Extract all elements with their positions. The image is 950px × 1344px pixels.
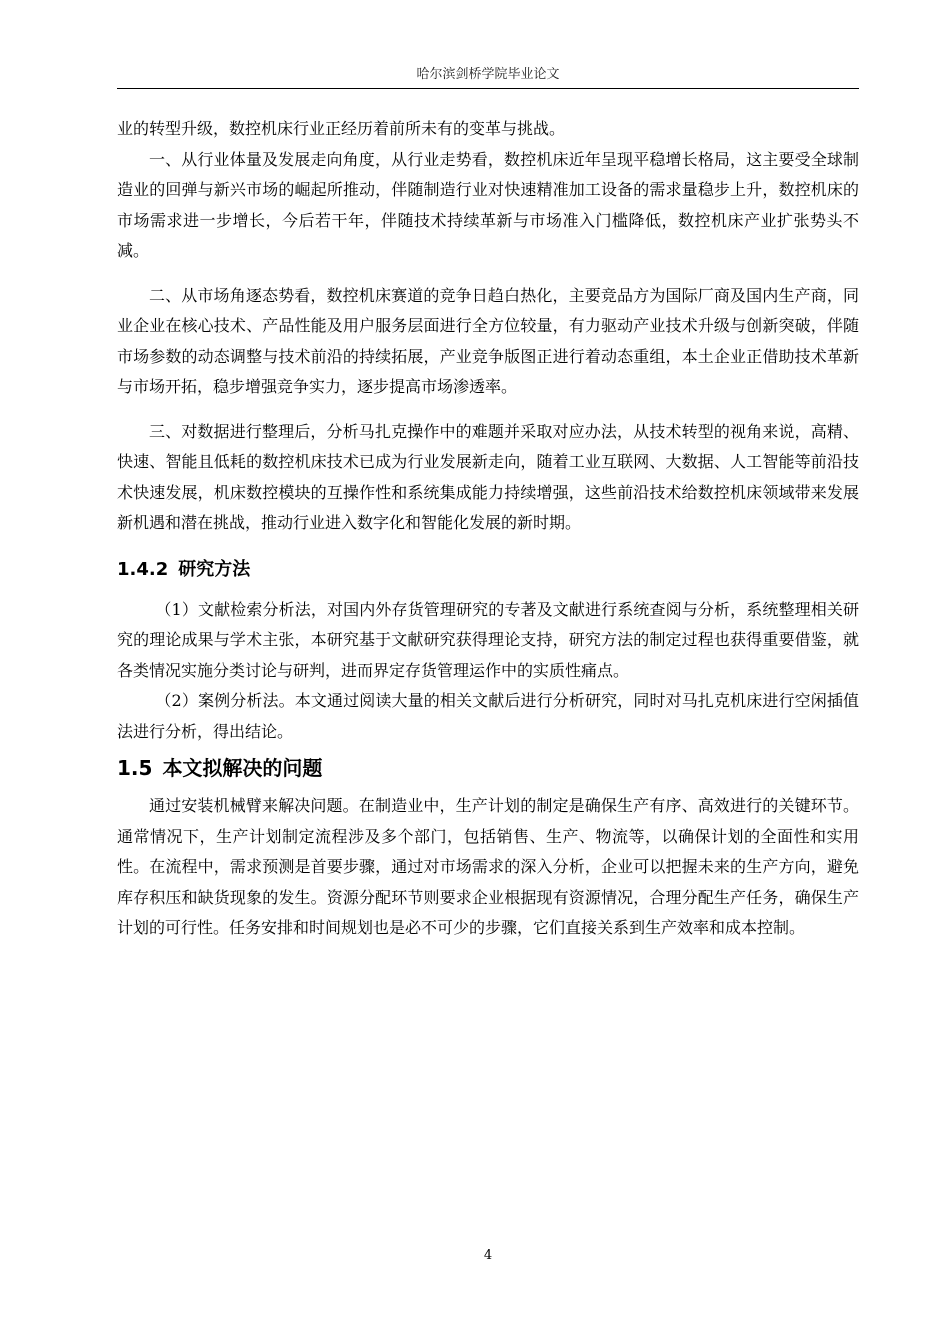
page-body xyxy=(117,114,859,944)
section-heading-1-5 xyxy=(117,749,859,787)
problem-statement: 通过安装机械臂来解决问题。在制造业中，生产计划的制定是确保生产有序、高效进行的关键环节。通常情况下，生产计划制定流程涉及多个部门，包括销售、生产、物流等，以确保计划的全面性和实用性。在流程中，需求预测是首要步骤，通过对市场需求的深入分析，企业可以把握未来的生产方向，避免库存积压和缺货现象的发生。资源分配环节则要求企业根据现有资源情况，合理分配生产任务，确保生产计划的可行性。任务安排和时间规划也是必不可少的步骤，它们直接关系到生产效率和成本控制。 xyxy=(117,796,859,937)
page-number: 4 xyxy=(483,1248,493,1263)
header-rule xyxy=(117,88,859,89)
paragraph-continuation: 业的转型升级，数控机床行业正经历着前所未有的变革与挑战。 xyxy=(117,119,566,138)
method-case-analysis: （2）案例分析法。本文通过阅读大量的相关文献后进行分析研究，同时对马扎克机床进行空闲插值法进行分析，得出结论。 xyxy=(117,691,859,741)
section-number: 1.4.2 xyxy=(117,558,169,580)
section-heading-1-4-2 xyxy=(117,553,859,587)
section-title: 研究方法 xyxy=(178,558,251,580)
section-title: 本文拟解决的问题 xyxy=(162,756,323,780)
paragraph-point-2: 二、从市场角逐态势看，数控机床赛道的竞争日趋白热化，主要竞品方为国际厂商及国内生产商，同业企业在核心技术、产品性能及用户服务层面进行全方位较量，有力驱动产业技术升级与创新突破，伴随市场参数的动态调整与技术前沿的持续拓展，产业竞争版图正进行着动态重组，本土企业正借助技术革新与市场开拓，稳步增强竞争实力，逐步提高市场渗透率。 xyxy=(117,285,859,396)
method-literature-review: （1）文献检索分析法，对国内外存货管理研究的专著及文献进行系统查阅与分析，系统整理相关研究的理论成果与学术主张，本研究基于文献研究获得理论支持，研究方法的制定过程也获得重要借鉴，就各类情况实施分类讨论与研判，进而界定存货管理运作中的实质性痛点。 xyxy=(117,599,859,680)
paragraph-point-1: 一、从行业体量及发展走向角度，从行业走势看，数控机床近年呈现平稳增长格局，这主要受全球制造业的回弹与新兴市场的崛起所推动，伴随制造行业对快速精准加工设备的需求量稳步上升，数控机床的市场需求进一步增长，今后若干年，伴随技术持续革新与市场准入门槛降低，数控机床产业扩张势头不减。 xyxy=(117,149,859,260)
paragraph-point-3: 三、对数据进行整理后，分析马扎克操作中的难题并采取对应办法，从技术转型的视角来说，高精、快速、智能且低耗的数控机床技术已成为行业发展新走向，随着工业互联网、大数据、人工智能等前沿技术快速发展，机床数控模块的互操作性和系统集成能力持续增强，这些前沿技术给数控机床领域带来发展新机遇和潜在挑战，推动行业进入数字化和智能化发展的新时期。 xyxy=(117,421,859,532)
running-header: 哈尔滨剑桥学院毕业论文 xyxy=(416,67,560,82)
section-number: 1.5 xyxy=(117,756,153,780)
